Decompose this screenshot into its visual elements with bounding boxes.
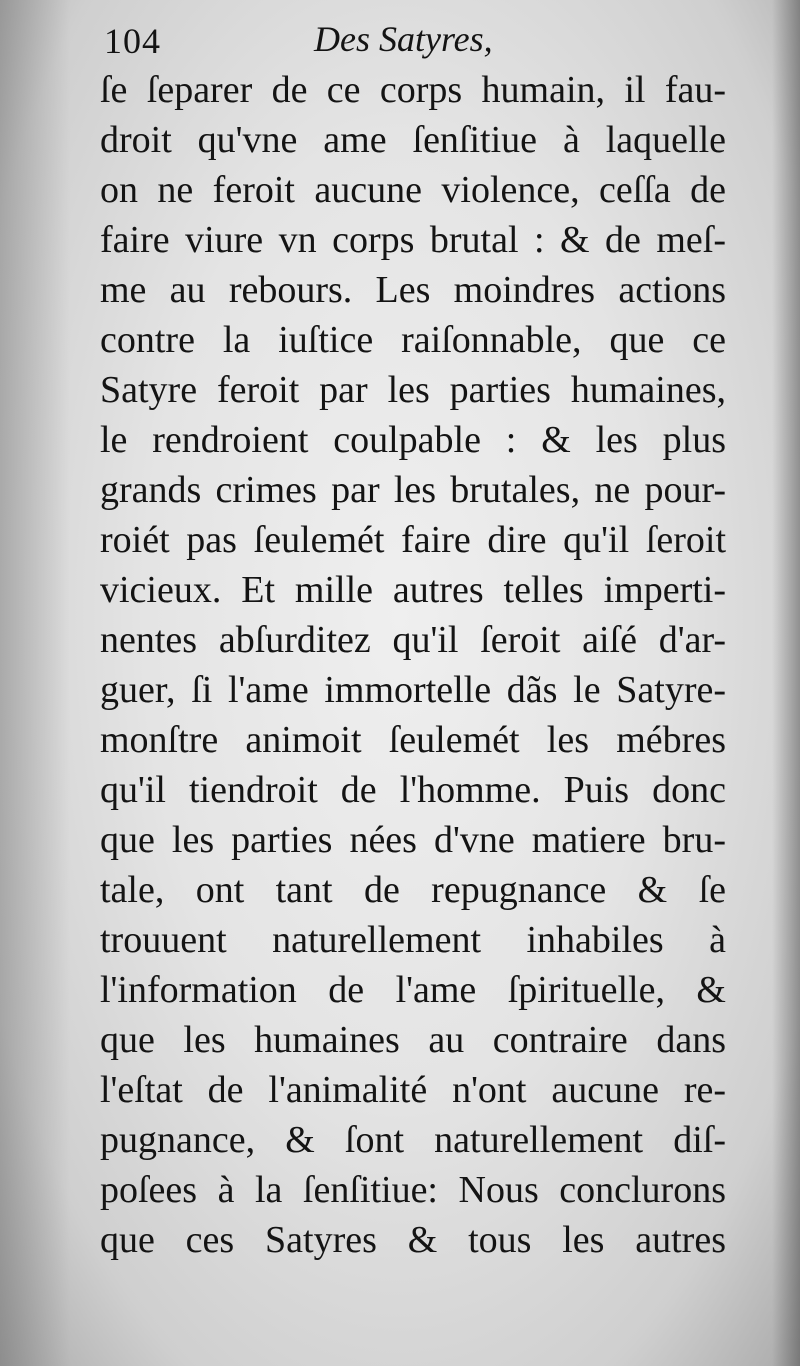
running-head — [104, 18, 524, 62]
text-line: tale, ont tant de repugnance & ſe — [100, 869, 726, 911]
text-line: que ces Satyres & tous les autres — [100, 1219, 726, 1261]
text-line: qu'il tiendroit de l'homme. Puis donc — [100, 769, 726, 811]
body-text — [100, 66, 726, 1286]
text-line: que les humaines au contraire dans — [100, 1019, 726, 1061]
text-line: que les parties nées d'vne matiere bru- — [100, 819, 726, 861]
text-line: trouuent naturellement inhabiles à — [100, 919, 726, 961]
text-line: poſees à la ſenſitiue: Nous conclurons — [100, 1169, 726, 1211]
text-line: monſtre animoit ſeulemét les mébres — [100, 719, 726, 761]
text-line: ſe ſeparer de ce corps humain, il fau- — [100, 69, 726, 111]
text-line: l'information de l'ame ſpirituelle, & — [100, 969, 726, 1011]
text-line: vicieux. Et mille autres telles imperti- — [100, 569, 726, 611]
text-line: nentes abſurditez qu'il ſeroit aiſé d'ar- — [100, 619, 726, 661]
text-line: le rendroient coulpable : & les plus — [100, 419, 726, 461]
text-line: roiét pas ſeulemét faire dire qu'il ſeroit — [100, 519, 726, 561]
running-title: Des Satyres, — [314, 19, 493, 59]
text-line: guer, ſi l'ame immortelle dãs le Satyre- — [100, 669, 726, 711]
text-line: grands crimes par les brutales, ne pour- — [100, 469, 726, 511]
text-line: l'eſtat de l'animalité n'ont aucune re- — [100, 1069, 726, 1111]
page-number: 104 — [104, 21, 161, 61]
text-line: Satyre feroit par les parties humaines, — [100, 369, 726, 411]
text-line: on ne feroit aucune violence, ceſſa de — [100, 169, 726, 211]
text-line: droit qu'vne ame ſenſitiue à laquelle — [100, 119, 726, 161]
text-line: contre la iuſtice raiſonnable, que ce — [100, 319, 726, 361]
text-line: faire viure vn corps brutal : & de meſ- — [100, 219, 726, 261]
text-line: me au rebours. Les moindres actions — [100, 269, 726, 311]
text-line: pugnance, & ſont naturellement diſ- — [100, 1119, 726, 1161]
